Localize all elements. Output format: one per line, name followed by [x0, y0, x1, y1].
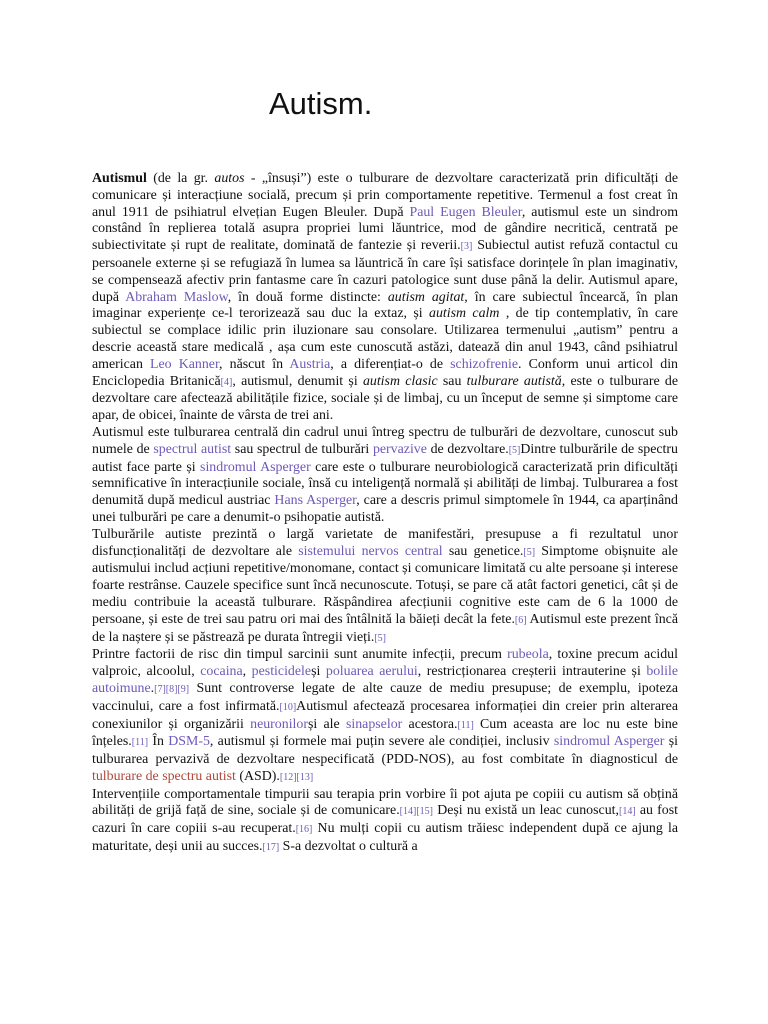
text-run: Autismul este tulburarea centrală din cadrul unui întreg spectru de tulburări de dezvoltare, cunoscut sub numele de [92, 424, 678, 457]
text-run: . Conform unui articol din Enciclopedia Britanică [92, 356, 678, 389]
reference-link[interactable]: [5] [374, 632, 386, 644]
text-link[interactable]: spectrul autist [153, 441, 232, 457]
text-run: Autismul este prezent încă de la naștere și se păstrează pe durata întregii vieți. [92, 611, 679, 645]
text-link[interactable]: schizofrenie [450, 356, 518, 372]
text-run: Cum aceasta are loc nu este bine înțeles. [92, 716, 678, 750]
text-run: , [242, 664, 252, 680]
text-link[interactable]: neuronilor [250, 716, 308, 732]
text-run: Sunt controverse legate de alte cauze de mediu presupuse; de exemplu, ipoteza vaccinului, care a fost infirmată. [92, 680, 678, 714]
text-run: Intervențiile comportamentale timpurii sau terapia prin vorbire îi pot ajuta pe copiii cu autism să obțină abilități de grijă față de sine, sociale și de comunicare. [92, 786, 678, 819]
text-run: , autismul este un sindrom constând în replierea totală asupra propriei lumi lăuntrice, mod de gândire necritică, centrată pe subiectivitate și rupt de realitate, dominată de fantezie și reverii. [92, 204, 678, 254]
text-link[interactable]: tulburare de spectru autist [92, 768, 236, 784]
reference-link[interactable]: [10] [279, 701, 297, 713]
text-run: au fost cazuri în care copiii s-au recuperat. [92, 803, 678, 837]
text-link[interactable]: pervazive [372, 441, 427, 457]
text-link[interactable]: sindromul Asperger [553, 734, 665, 750]
text-link[interactable]: sinapselor [345, 716, 403, 732]
paragraph [92, 425, 678, 527]
text-run: Simptome obișnuite ale autismului includ acțiuni repetitive/monomane, contact și comunicare limitată cu alte persoane și interese foarte restrânse. Cauzele specifice sunt încă necunoscute. Totuși, se pare că atât factori genetici, cât și de mediu contribuie la această tulburare. Răspândirea afecțiunii cognitive este cam de 6 la 1000 de persoane, și este de trei sau patru ori mai des întâlnită la băieți decât la fete. [92, 543, 678, 627]
text-run: și ale [308, 716, 346, 732]
text-run: , autismul, denumit și [232, 373, 363, 389]
text-run: , în două forme distincte: [227, 289, 388, 305]
reference-link[interactable]: [3] [460, 241, 473, 253]
text-run: sau [437, 373, 467, 389]
reference-link[interactable]: [16] [295, 824, 313, 836]
text-run: Tulburările autiste prezintă o largă varietate de manifestări, presupuse a fi rezultatul unor disfuncționalități de dezvoltare ale [92, 526, 678, 559]
text-run: . [150, 680, 155, 696]
reference-link[interactable]: [14][15] [399, 806, 433, 818]
reference-link[interactable]: [14] [618, 806, 636, 818]
text-run: și tulburarea pervazivă de dezvoltare nespecificată (PDD-NOS), au fost combitate în diagnosticul de [92, 734, 678, 768]
text-run: Subiectul autist refuză contactul cu persoanele externe și se refugiază în lumea sa lăuntrică în care își satisface dorințele în plan imaginativ, se compensează afectiv prin fantasme care în cazuri patologice sunt duse până la delir. Autismul apare, după [92, 238, 678, 305]
text-run: , a diferențiat-o de [330, 356, 451, 372]
text-run: , restricționarea creșterii intrauterine și [417, 664, 647, 680]
text-run: sau genetice. [442, 543, 524, 559]
text-link[interactable]: poluarea aerului [325, 664, 418, 680]
text-link[interactable]: Leo Kanner [150, 356, 220, 372]
text-link[interactable]: Hans Asperger [274, 493, 357, 509]
text-run: și [311, 664, 326, 680]
text-run: Printre factorii de risc din timpul sarcinii sunt anumite infecții, precum [92, 647, 508, 663]
text-run: sau spectrul de tulburări [231, 441, 373, 457]
text-link[interactable]: pesticidele [251, 664, 312, 680]
text-run: acestora. [402, 716, 458, 732]
reference-link[interactable]: [6] [514, 614, 527, 626]
article-body [92, 171, 678, 857]
text-run: (ASD). [235, 768, 280, 784]
text-link[interactable]: Austria [289, 356, 331, 372]
paragraph [92, 787, 678, 857]
text-run: Dintre tulburările de spectru autist face parte și [92, 441, 678, 475]
page-title: Autism. [269, 86, 373, 121]
text-run: , toxine precum acidul valproic, alcoolul, [92, 647, 678, 680]
reference-link[interactable]: [17] [262, 842, 280, 854]
text-link[interactable]: DSM-5 [168, 734, 210, 750]
reference-link[interactable]: [11] [457, 719, 474, 731]
paragraph [92, 527, 678, 648]
paragraph [92, 647, 678, 786]
text-run: , născut în [219, 356, 290, 372]
reference-link[interactable]: [12][13] [279, 771, 314, 783]
text-link[interactable]: sindromul Asperger [200, 459, 311, 475]
italic-term: autism calm [429, 306, 500, 322]
text-run: , este o tulburare de dezvoltare care afectează abilitățile fizice, sociale și de limbaj, cu un început de semne și simptome care apar, de obicei, înainte de vârsta de trei ani. [92, 373, 678, 424]
text-link[interactable]: bolile autoimune [92, 664, 678, 696]
text-run: Nu mulți copii cu autism trăiesc independent după ce ajung la maturitate, deși unii au succes. [92, 821, 678, 855]
text-run: Deși nu există un leac cunoscut, [433, 803, 619, 819]
reference-link[interactable]: [4] [220, 376, 233, 388]
italic-term: autism agitat [387, 289, 465, 305]
bold-term: Autismul [92, 171, 147, 186]
text-run: , în care subiectul încearcă, în plan imaginar experiențe ce-l terorizează sau duc la extaz, și [92, 289, 679, 322]
text-link[interactable]: Abraham Maslow [125, 289, 228, 305]
italic-term: tulburare autistă [466, 373, 562, 389]
italic-term: autism clasic [362, 373, 438, 389]
text-run: S-a dezvoltat o cultură a [279, 839, 418, 855]
reference-link[interactable]: [7][8][9] [154, 683, 190, 695]
text-run: care este o tulburare neurobiologică caracterizată prin dificultăți semnificative în interacțiunile sociale, însă cu inteligență normală și abilități de limbaj. Tulburarea a fost denumită după medicul austriac [92, 459, 678, 509]
text-run: (de la gr. [146, 171, 215, 186]
reference-link[interactable]: [5] [523, 546, 536, 558]
text-run: Autismul afectează procesarea informației din creier prin alterarea conexiunilor și organizării [92, 698, 678, 732]
text-link[interactable]: Paul Eugen Bleuler [409, 204, 522, 220]
italic-term: autos [214, 171, 245, 186]
text-run: , de tip contemplativ, în care subiectul se complace idilic prin iluzionare sau consolare. Utilizarea termenului „autism” pentru a descrie această stare medicală , așa cum este cunoscută astăzi, datează din anul 1943, când psihiatrul american [92, 306, 678, 372]
text-run: În [148, 734, 169, 750]
text-run: de dezvoltare. [426, 441, 509, 457]
reference-link[interactable]: [11] [131, 737, 149, 749]
text-link[interactable]: sistemului nervos central [298, 543, 443, 559]
paragraph [92, 171, 678, 425]
reference-link[interactable]: [5] [508, 444, 521, 456]
text-link[interactable]: cocaina [200, 664, 243, 680]
text-run: , autismul și formele mai puțin severe ale condiției, inclusiv [209, 734, 554, 750]
text-run: - „însuși”) este o tulburare de dezvoltare caracterizată prin dificultăți de comunicare și interacțiune socială, precum și prin comportamente repetitive. Termenul a fost creat în anul 1911 de psihiatrul elvețian Eugen Bleuler. După [92, 171, 678, 220]
text-run: , care a descris primul simptomele în 1944, ca aparținând unei tulburări pe care a denumit-o psihopatie autistă. [92, 493, 678, 525]
text-link[interactable]: rubeola [507, 647, 549, 663]
